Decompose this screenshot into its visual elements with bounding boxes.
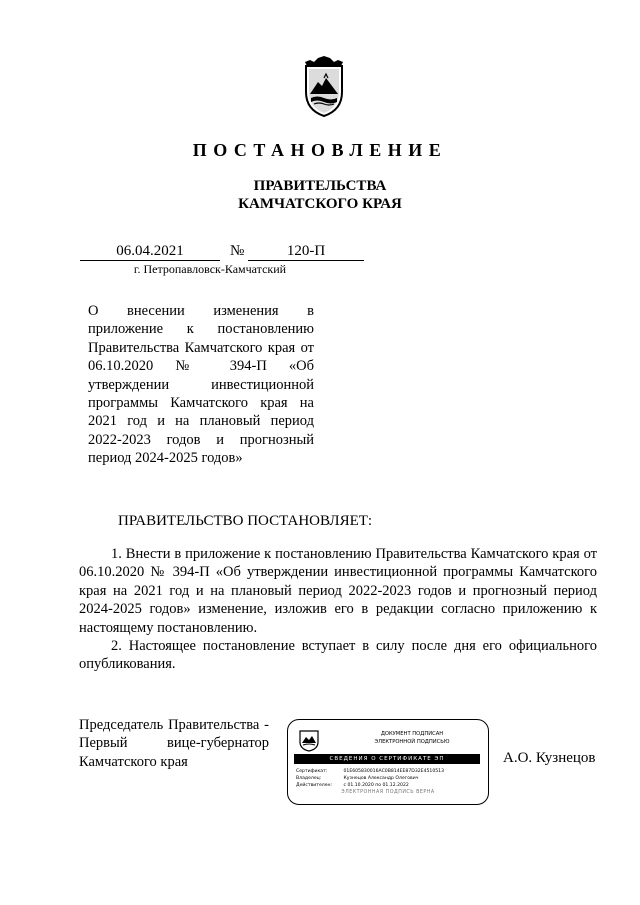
- stamp-verified-text: ЭЛЕКТРОННАЯ ПОДПИСЬ ВЕРНА: [341, 790, 435, 795]
- certificate-value: 01E605830016AC0B814EE87D32E4510513: [343, 769, 445, 774]
- decree-heading: ПРАВИТЕЛЬСТВО ПОСТАНОВЛЯЕТ:: [118, 513, 373, 529]
- signer-position: [79, 716, 269, 771]
- stamp-owner-row: [296, 775, 418, 782]
- owner-value: Кузнецов Александр Олегович: [343, 776, 419, 781]
- issue-city: г. Петропавловск-Камчатский: [133, 262, 287, 276]
- signer-line-1: Председатель Правительства -: [79, 717, 269, 733]
- validity-value: с 01.10.2020 по 01.12.2022: [343, 783, 409, 788]
- electronic-signature-stamp: [287, 719, 489, 805]
- stamp-certificate-row: [296, 768, 444, 775]
- number-sign: №: [230, 243, 245, 259]
- coat-of-arms-icon: [302, 52, 346, 118]
- signer-line-2: Первый вице-губернатор: [79, 735, 269, 752]
- stamp-header-line-1: ДОКУМЕНТ ПОДПИСАН: [380, 731, 444, 737]
- stamp-certificate-bar: СВЕДЕНИЯ О СЕРТИФИКАТЕ ЭП: [294, 754, 480, 764]
- document-number: 120-П: [248, 242, 364, 261]
- issuer-line-1: ПРАВИТЕЛЬСТВА: [253, 178, 387, 194]
- signer-name: А.О. Кузнецов: [503, 750, 596, 766]
- owner-label: Владелец:: [296, 776, 322, 781]
- stamp-header-line-2: ЭЛЕКТРОННОЙ ПОДПИСЬЮ: [374, 739, 450, 745]
- signer-line-3: Камчатского края: [79, 753, 188, 770]
- validity-label: Действителен:: [296, 783, 333, 788]
- stamp-header: [348, 730, 476, 746]
- paragraph-1: 1. Внести в приложение к постановлению Правительства Камчатского края от 06.10.2020 № 394-П «Об утверждении инвестиционной программы Камчатского края на 2021 год и на плановый период 2022-2023 годов и прогнозный период 2024-2025 годов» изменение, изложив его в редакции согласно приложению к настоящему постановлению.: [79, 546, 597, 636]
- issuer-line-2: КАМЧАТСКОГО КРАЯ: [238, 196, 402, 212]
- certificate-label: Сертификат:: [296, 769, 328, 774]
- document-subject: О внесении изменения в приложение к постановлению Правительства Камчатского края от 06.10.2020 № 394-П «Об утверждении инвестиционной программы Камчатского края на 2021 год и на плановый период 2022-2023 годов и прогнозный период 2024-2025 годов»: [88, 303, 314, 467]
- paragraph-2: 2. Настоящее постановление вступает в силу после дня его официального опубликования.: [79, 638, 597, 673]
- document-body: [79, 545, 597, 674]
- document-title: ПОСТАНОВЛЕНИЕ: [192, 140, 448, 160]
- stamp-emblem-icon: [298, 728, 320, 752]
- stamp-validity-row: [296, 782, 409, 789]
- document-date: 06.04.2021: [80, 242, 220, 261]
